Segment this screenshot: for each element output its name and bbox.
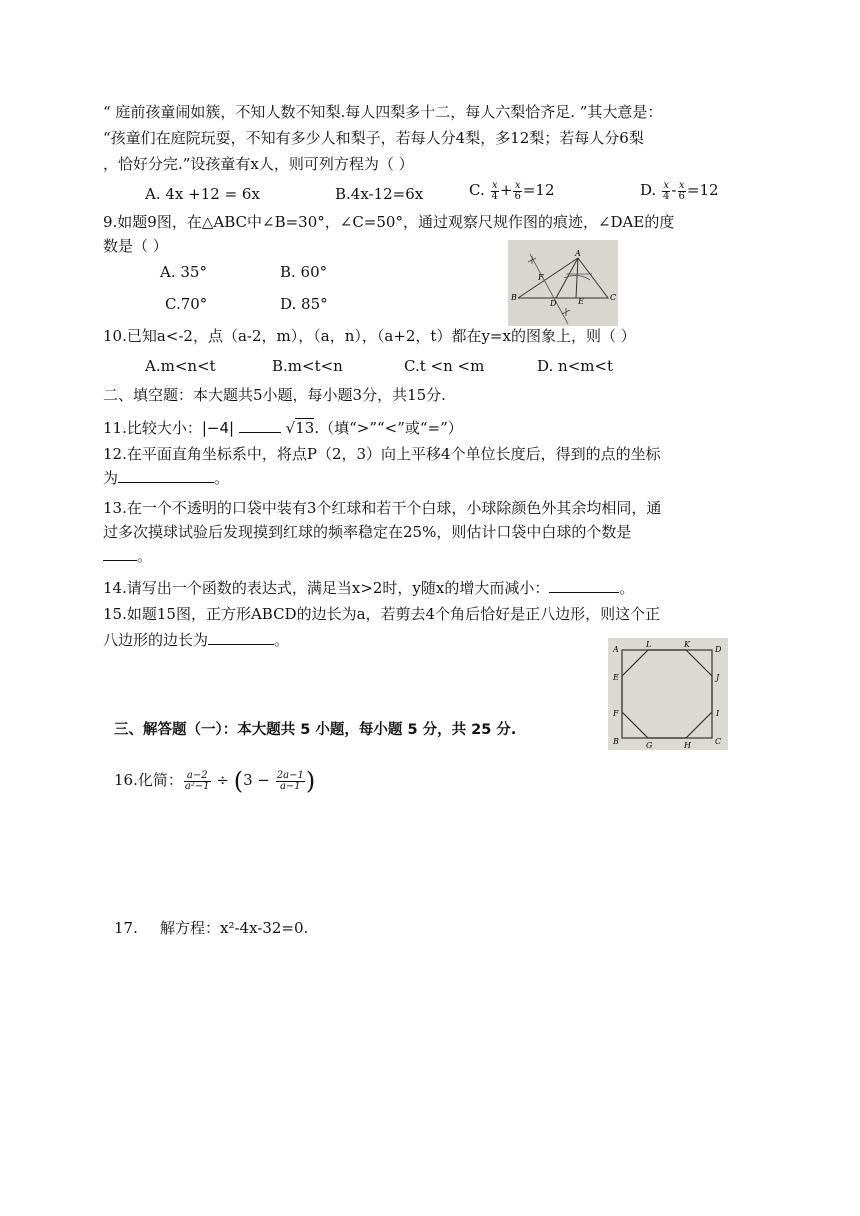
q10-option-d: D. n<m<t: [537, 357, 614, 375]
q13-line2: 过多次摸球试验后发现摸到红球的频率稳定在25%，则估计口袋中白球的个数是: [103, 523, 632, 541]
q13-line1: 13.在一个不透明的口袋中装有3个红球和若干个白球，小球除颜色外其余均相同，通: [103, 499, 662, 517]
fraction-x-over-4: $\frac{x}{4}$: [663, 179, 670, 202]
q15-answer-blank[interactable]: [208, 630, 274, 645]
q8-line1: “ 庭前孩童闹如簇，不知人数不知梨.每人四梨多十二，每人六梨恰齐足. ”其大意是：: [103, 103, 663, 121]
fig15-label-l: L: [646, 640, 652, 649]
section-2-title: 二、填空题：本大题共5小题，每小题3分，共15分.: [103, 386, 446, 404]
fig15-label-d: D: [715, 645, 722, 654]
q8-line3: ，恰好分完.”设孩童有x人，则可列方程为（ ）: [103, 155, 414, 173]
q8-option-b: B.4x-12=6x: [335, 185, 424, 203]
fraction-x-over-4: $\frac{x}{4}$: [491, 179, 498, 202]
q11-answer-blank[interactable]: [239, 418, 281, 433]
figure-15: [608, 638, 728, 750]
q9-option-d: D. 85°: [280, 295, 328, 313]
q17-text: 解方程：x²-4x-32=0.: [160, 919, 309, 937]
q9-option-b: B. 60°: [280, 263, 328, 281]
q10-option-b: B.m<t<n: [272, 357, 343, 375]
figure-9: [508, 240, 618, 326]
q9-option-a: A. 35°: [160, 263, 207, 281]
fig9-label-b: B: [511, 293, 517, 302]
q9-option-c: C.70°: [165, 295, 208, 313]
q15-line1: 15.如题15图，正方形ABCD的边长为a，若剪去4个角后恰好是正八边形，则这个正: [103, 605, 661, 623]
q11-line: 11.比较大小：|−4| √13.（填“>”“<”或“=”）: [103, 419, 463, 437]
q10-line1: 10.已知a<-2，点（a-2，m），（a，n），（a+2，t）都在y=x的图象上，则（ ）: [103, 327, 636, 345]
fig9-label-a: A: [575, 249, 581, 258]
fig15-label-j: J: [716, 673, 720, 682]
q16-line: 16.化简： $\frac{a-2}{\text{a²−1}}$ ÷ (3 − $\frac{2a-1}{a-1}$ ): [114, 767, 316, 795]
fig15-label-i: I: [716, 709, 720, 718]
q10-option-c: C.t <n <m: [404, 357, 485, 375]
abs-value: |−4|: [201, 419, 235, 437]
fig9-label-d: D: [550, 299, 557, 308]
fig15-label-g: G: [646, 741, 653, 750]
q14-line: 14.请写出一个函数的表达式，满足当x>2时，y随x的增大而减小： 。: [103, 579, 635, 597]
fig15-label-b: B: [613, 737, 619, 746]
q9-line2: 数是（ ）: [103, 237, 168, 255]
octagon-in-square-diagram: [608, 638, 728, 750]
fraction-x-over-6: $\frac{x}{6}$: [514, 179, 521, 202]
fig15-label-e: E: [613, 673, 619, 682]
q12-line1: 12.在平面直角坐标系中，将点P（2，3）向上平移4个单位长度后，得到的点的坐标: [103, 445, 661, 463]
sqrt-symbol: √: [285, 419, 296, 437]
fig9-label-f: F: [538, 273, 544, 282]
fraction-2: $\frac{2a-1}{a-1}$: [276, 769, 304, 792]
q17-number: 17.: [114, 919, 138, 937]
q13-line3: 。: [103, 546, 152, 566]
fig15-label-a: A: [613, 645, 619, 654]
q8-option-c: C. $\frac{x}{4}$ + $\frac{x}{6}$ =12: [469, 179, 555, 202]
fig15-label-c: C: [715, 737, 722, 746]
q14-answer-blank[interactable]: [549, 578, 619, 593]
fraction-x-over-6: $\frac{x}{6}$: [678, 179, 685, 202]
fraction-1: $\frac{a-2}{\text{a²−1}}$: [184, 769, 210, 792]
triangle-construction-diagram: [508, 240, 618, 326]
q13-answer-blank[interactable]: [103, 546, 137, 561]
fig9-label-e: E: [578, 297, 584, 306]
section-3-title: 三、解答题（一）：本大题共 5 小题，每小题 5 分，共 25 分.: [114, 722, 517, 738]
sqrt-value: 13: [295, 419, 315, 437]
q12-line2: 为 。: [103, 469, 230, 487]
fig9-label-c: C: [610, 293, 617, 302]
fig15-label-h: H: [684, 741, 691, 750]
q8-line2: “孩童们在庭院玩耍，不知有多少人和梨子，若每人分4梨，多12梨；若每人分6梨: [103, 129, 644, 147]
fig15-label-f: F: [613, 709, 619, 718]
q10-option-a: A.m<n<t: [145, 357, 216, 375]
q12-answer-blank[interactable]: [118, 468, 214, 483]
q8-option-d: D. $\frac{x}{4}$ - $\frac{x}{6}$ =12: [640, 179, 719, 202]
q9-line1: 9.如题9图，在△ABC中∠B=30°，∠C=50°，通过观察尺规作图的痕迹，∠DAE的度: [103, 213, 675, 231]
q15-line2: 八边形的边长为 。: [103, 631, 290, 649]
fig15-label-k: K: [684, 640, 690, 649]
q8-option-a: A. 4x +12 = 6x: [145, 185, 260, 203]
